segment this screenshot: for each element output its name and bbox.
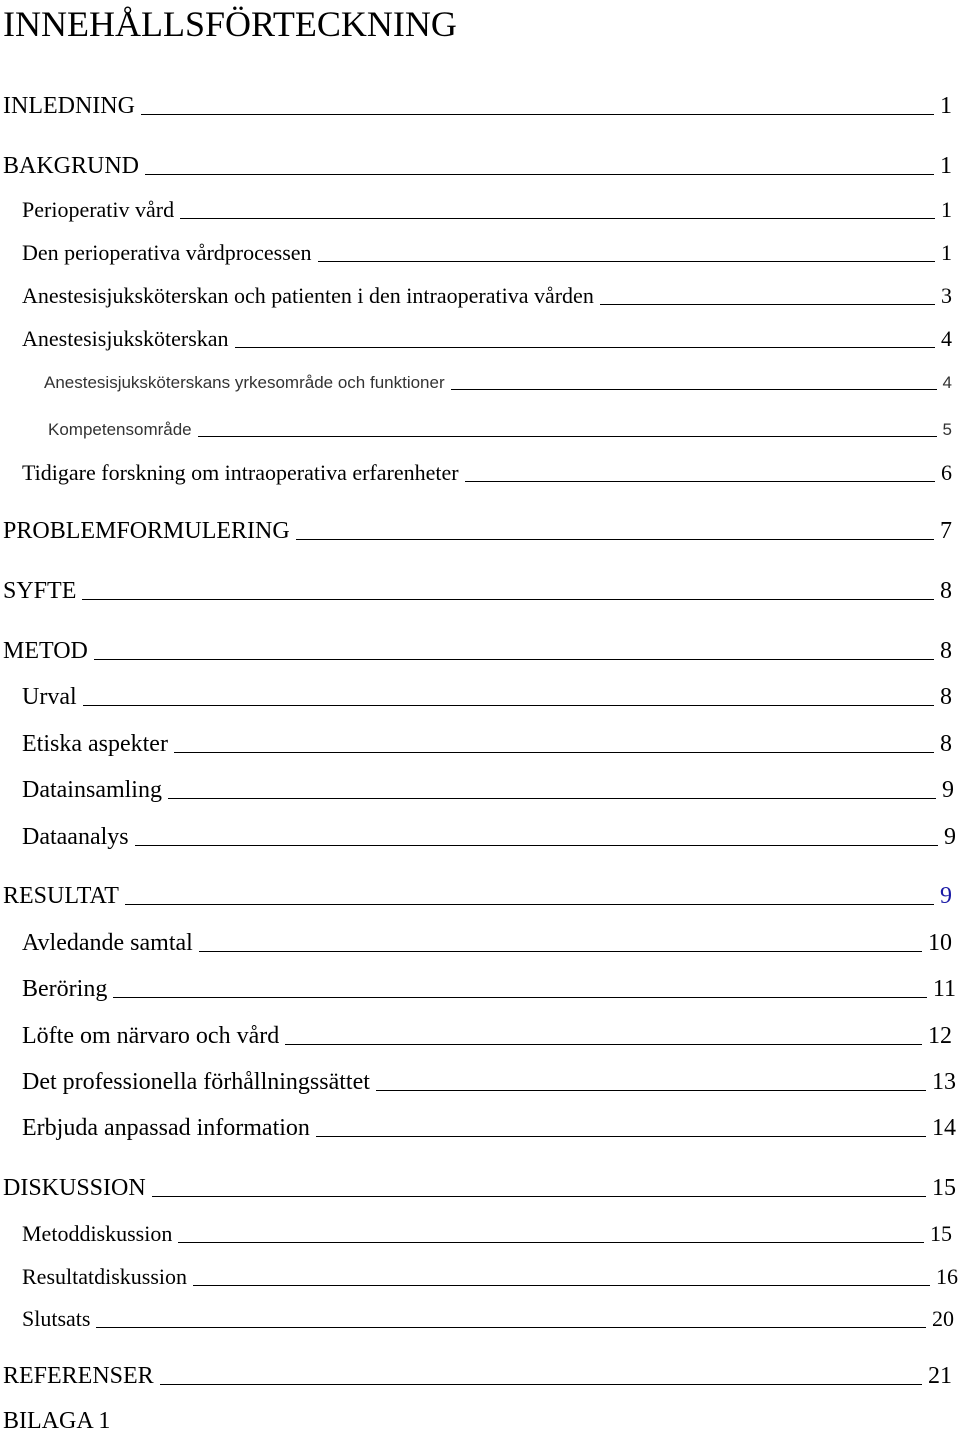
toc-label: INLEDNING xyxy=(3,93,135,119)
toc-entry-avledande-samtal[interactable] xyxy=(22,927,952,959)
toc-leader xyxy=(82,599,934,600)
toc-leader xyxy=(316,1136,926,1137)
toc-label: PROBLEMFORMULERING xyxy=(3,518,290,544)
toc-label: BILAGA 1 xyxy=(3,1408,111,1434)
toc-label: Beröring xyxy=(22,976,108,1002)
toc-page-number: 11 xyxy=(932,976,956,1002)
toc-leader xyxy=(235,347,935,348)
toc-page-number: 9 xyxy=(942,777,954,803)
toc-page-number: 3 xyxy=(941,283,952,308)
toc-label: Metoddiskussion xyxy=(22,1221,173,1246)
toc-label: Löfte om närvaro och vård xyxy=(22,1023,280,1049)
toc-page-number: 15 xyxy=(932,1175,956,1201)
toc-label: Anestesisjuksköterskan och patienten i den intraoperativa vården xyxy=(22,283,594,308)
toc-label: Avledande samtal xyxy=(22,930,193,956)
toc-label: RESULTAT xyxy=(3,883,119,909)
toc-entry-tidigare-forskning[interactable] xyxy=(22,457,952,489)
toc-entry-urval[interactable] xyxy=(22,681,952,713)
toc-page-number: 9 xyxy=(940,883,952,909)
toc-label: Erbjuda anpassad information xyxy=(22,1115,310,1141)
toc-leader xyxy=(180,218,935,219)
toc-entry-vardprocessen[interactable] xyxy=(22,237,952,269)
toc-leader xyxy=(160,1384,922,1385)
toc-entry-kompetensomrade[interactable] xyxy=(48,414,952,446)
toc-page-number: 10 xyxy=(928,930,952,956)
toc-label: Etiska aspekter xyxy=(22,731,168,757)
toc-leader xyxy=(113,997,927,998)
toc-leader xyxy=(199,951,922,952)
toc-leader xyxy=(141,114,934,115)
toc-leader xyxy=(193,1285,930,1286)
toc-leader xyxy=(145,174,934,175)
toc-label: Urval xyxy=(22,684,77,710)
toc-entry-resultatdiskussion[interactable] xyxy=(22,1261,958,1293)
toc-label: Den perioperativa vårdprocessen xyxy=(22,240,312,265)
toc-entry-metod[interactable] xyxy=(3,635,952,667)
toc-leader xyxy=(135,845,938,846)
toc-leader xyxy=(83,705,934,706)
toc-entry-diskussion[interactable] xyxy=(3,1172,956,1204)
toc-label: SYFTE xyxy=(3,578,77,604)
toc-entry-syfte[interactable] xyxy=(3,575,952,607)
toc-leader xyxy=(152,1196,926,1197)
toc-label: REFERENSER xyxy=(3,1363,154,1389)
toc-entry-perioperativ-vard[interactable] xyxy=(22,194,952,226)
toc-page-number: 15 xyxy=(930,1221,952,1246)
toc-label: METOD xyxy=(3,638,88,664)
toc-leader xyxy=(94,659,934,660)
toc-label: Resultatdiskussion xyxy=(22,1264,188,1289)
toc-leader xyxy=(285,1044,922,1045)
toc-entry-etiska-aspekter[interactable] xyxy=(22,728,952,760)
toc-page-number: 1 xyxy=(941,197,952,222)
toc-label: Tidigare forskning om intraoperativa erfarenheter xyxy=(22,460,459,485)
toc-entry-datainsamling[interactable] xyxy=(22,774,954,806)
toc-page-number: 21 xyxy=(928,1363,952,1389)
toc-entry-anestesi-patienten[interactable] xyxy=(22,280,952,312)
toc-entry-metoddiskussion[interactable] xyxy=(22,1218,952,1250)
toc-page-number: 8 xyxy=(940,684,952,710)
toc-label: Det professionella förhållningssättet xyxy=(22,1069,370,1095)
toc-entry-problemformulering[interactable] xyxy=(3,515,952,547)
toc-leader xyxy=(465,481,935,482)
toc-page-number: 1 xyxy=(940,93,952,119)
toc-page-number: 14 xyxy=(932,1115,956,1141)
toc-label: Perioperativ vård xyxy=(22,197,175,222)
toc-leader xyxy=(178,1242,924,1243)
toc-leader xyxy=(174,752,934,753)
toc-label: BAKGRUND xyxy=(3,153,140,179)
toc-page-number: 16 xyxy=(936,1264,958,1289)
toc-leader xyxy=(318,261,935,262)
toc-entry-bilaga[interactable] xyxy=(3,1405,110,1437)
toc-label: Slutsats xyxy=(22,1306,91,1331)
toc-page-number: 20 xyxy=(932,1306,954,1331)
toc-label: DISKUSSION xyxy=(3,1175,146,1201)
toc-leader xyxy=(168,798,936,799)
toc-leader xyxy=(125,904,934,905)
toc-entry-dataanalys[interactable] xyxy=(22,821,956,853)
toc-leader xyxy=(198,436,937,437)
toc-label: Dataanalys xyxy=(22,824,129,850)
toc-page-number: 6 xyxy=(941,460,952,485)
toc-leader xyxy=(96,1327,926,1328)
toc-entry-lofte-om-narvaro[interactable] xyxy=(22,1020,952,1052)
toc-leader xyxy=(600,304,935,305)
toc-page-number: 8 xyxy=(940,638,952,664)
toc-entry-beroring[interactable] xyxy=(22,973,956,1005)
toc-entry-yrkesomrade[interactable] xyxy=(44,367,952,399)
toc-entry-anestesisjukskoterskan[interactable] xyxy=(22,323,952,355)
toc-entry-bakgrund[interactable] xyxy=(3,150,952,182)
toc-label: Datainsamling xyxy=(22,777,162,803)
toc-page-number: 9 xyxy=(944,824,956,850)
toc-page-number: 8 xyxy=(940,731,952,757)
toc-entry-anpassad-information[interactable] xyxy=(22,1112,956,1144)
page-title: INNEHÅLLSFÖRTECKNING xyxy=(3,4,457,44)
toc-entry-resultat[interactable] xyxy=(3,880,952,912)
toc-label: Anestesisjuksköterskans yrkesområde och funktioner xyxy=(44,373,445,392)
toc-page-number: 7 xyxy=(940,518,952,544)
toc-page-number: 8 xyxy=(940,578,952,604)
toc-entry-slutsats[interactable] xyxy=(22,1303,954,1335)
toc-page-number: 13 xyxy=(932,1069,956,1095)
toc-entry-professionella[interactable] xyxy=(22,1066,956,1098)
toc-entry-inledning[interactable] xyxy=(3,90,952,122)
toc-page-number: 12 xyxy=(928,1023,952,1049)
toc-page-number: 4 xyxy=(942,373,952,392)
toc-page-number: 1 xyxy=(940,153,952,179)
toc-leader xyxy=(451,389,937,390)
toc-label: Anestesisjuksköterskan xyxy=(22,326,229,351)
toc-entry-referenser[interactable] xyxy=(3,1360,952,1392)
toc-page-number: 4 xyxy=(941,326,952,351)
toc-leader xyxy=(376,1090,926,1091)
toc-leader xyxy=(296,539,934,540)
toc-label: Kompetensområde xyxy=(48,420,192,439)
toc-page-number: 5 xyxy=(942,420,952,439)
toc-page-number: 1 xyxy=(941,240,952,265)
